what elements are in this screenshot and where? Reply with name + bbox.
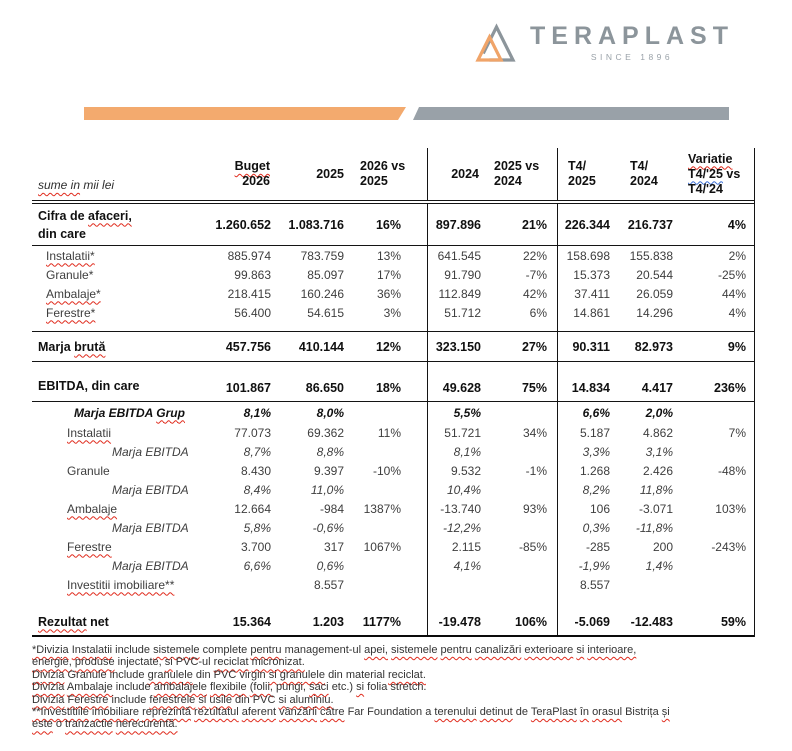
column-header-variatie: Variatie T4/'25 vs T4/'24 xyxy=(688,151,741,196)
row-spacer-2 xyxy=(32,594,754,608)
spacer-1-variatie xyxy=(676,322,754,331)
spacer-1-buget-2026 xyxy=(200,322,273,331)
marja-ebitda-instalatii-buget-2026: 8,7% xyxy=(243,444,271,459)
ambalaje-star-vs-2026-2025: 36% xyxy=(376,286,401,301)
row-rezultat-net xyxy=(32,608,754,637)
ferestre-y2024: 2.115 xyxy=(427,537,484,556)
marja-ebitda-ambalaje-variatie xyxy=(676,518,754,537)
marja-bruta-label: Marja brută xyxy=(38,339,106,354)
column-header-y2024: 2024 xyxy=(427,148,484,200)
granule-t4-2024: 2.426 xyxy=(642,463,673,478)
marja-ebitda-granule-y2024: 10,4% xyxy=(427,480,484,499)
marja-ebitda-grup-y2024: 5,5% xyxy=(427,402,484,423)
instalatii-star-variatie: 2% xyxy=(728,248,746,263)
row-spacer-1 xyxy=(32,322,754,332)
spacer-2-label xyxy=(32,594,200,608)
marja-bruta-vs-2025-2024: 27% xyxy=(521,339,547,354)
granule-label: Granule xyxy=(67,463,110,478)
row-ferestre-star xyxy=(32,303,754,322)
marja-ebitda-ferestre-buget-2026: 6,6% xyxy=(243,558,271,573)
ambalaje-star-t4-2025: 37.411 xyxy=(557,284,613,303)
marja-ebitda-instalatii-t4-2024: 3,1% xyxy=(645,444,673,459)
marja-bruta-buget-2026: 457.756 xyxy=(225,339,271,354)
ambalaje-label: Ambalaje xyxy=(67,501,118,516)
investitii-imobiliare-t4-2025: 8.557 xyxy=(557,575,613,594)
marja-ebitda-grup-label: Marja EBITDA Grup xyxy=(74,405,185,420)
investitii-imobiliare-vs-2025-2024 xyxy=(484,575,557,594)
ambalaje-vs-2026-2025: 1387% xyxy=(363,501,401,516)
ferestre-star-y2024: 51.712 xyxy=(427,303,484,322)
gray-decorative-bar xyxy=(413,107,729,120)
marja-ebitda-ferestre-t4-2025: -1,9% xyxy=(557,556,613,575)
cifra-de-afaceri-variatie: 4% xyxy=(727,217,746,232)
ambalaje-star-buget-2026: 218.415 xyxy=(227,286,271,301)
column-header-t4-2025: T4/ 2025 xyxy=(557,148,613,200)
spacer-1-label xyxy=(32,322,200,331)
footnote-line-7: este o tranzactie nerecurentă. xyxy=(32,718,178,731)
ferestre-star-t4-2025: 14.861 xyxy=(557,303,613,322)
cifra-de-afaceri-y2024: 897.896 xyxy=(427,204,484,245)
footnotes xyxy=(32,644,670,731)
rezultat-net-t4-2025: -5.069 xyxy=(557,608,613,635)
row-marja-bruta xyxy=(32,332,754,362)
marja-ebitda-ferestre-t4-2024: 1,4% xyxy=(645,558,673,573)
spacer-1-vs-2026-2025 xyxy=(346,322,427,331)
ferestre-star-t4-2024: 14.296 xyxy=(636,305,673,320)
marja-ebitda-granule-variatie xyxy=(676,480,754,499)
teraplast-logo xyxy=(474,22,734,66)
cifra-de-afaceri-label: Cifra de afaceri, din care xyxy=(38,208,132,241)
granule-star-t4-2025: 15.373 xyxy=(557,265,613,284)
ambalaje-variatie: 103% xyxy=(715,501,746,516)
marja-ebitda-ferestre-vs-2026-2025 xyxy=(346,556,427,575)
investitii-imobiliare-variatie xyxy=(676,575,754,594)
marja-ebitda-granule-y2025: 11,0% xyxy=(310,482,344,497)
row-ebitda xyxy=(32,362,754,402)
row-instalatii-star xyxy=(32,246,754,265)
ambalaje-star-vs-2025-2024: 42% xyxy=(522,286,547,301)
marja-bruta-y2024: 323.150 xyxy=(427,332,484,361)
investitii-imobiliare-y2024 xyxy=(427,575,484,594)
marja-ebitda-ferestre-y2025: 0,6% xyxy=(316,558,344,573)
rezultat-net-y2025: 1.203 xyxy=(312,614,344,629)
ferestre-t4-2024: 200 xyxy=(652,539,673,554)
marja-ebitda-grup-t4-2024: 2,0% xyxy=(645,405,673,420)
row-marja-ebitda-instalatii xyxy=(32,442,754,461)
ambalaje-y2024: -13.740 xyxy=(427,499,484,518)
footnote-line-1: *Divizia Instalatii include sistemele complete pentru management-ul apei, sistemele pentru canalizări exterioare si interioare, xyxy=(32,644,637,656)
marja-bruta-variatie: 9% xyxy=(727,339,746,354)
marja-ebitda-grup-buget-2026: 8,1% xyxy=(243,405,271,420)
ferestre-vs-2025-2024: -85% xyxy=(518,539,547,554)
instalatii-vs-2026-2025: 11% xyxy=(377,425,401,440)
row-granule-star xyxy=(32,265,754,284)
investitii-imobiliare-label: Investitii imobiliare** xyxy=(67,577,175,592)
logo-tagline: SINCE 1896 xyxy=(590,52,674,62)
financial-table xyxy=(32,148,755,637)
instalatii-star-label: Instalatii* xyxy=(46,248,95,263)
spacer-1-t4-2024 xyxy=(613,322,676,331)
marja-bruta-y2025: 410.144 xyxy=(298,339,344,354)
ebitda-y2024: 49.628 xyxy=(427,362,484,401)
ambalaje-star-y2025: 160.246 xyxy=(300,286,344,301)
ambalaje-buget-2026: 12.664 xyxy=(234,501,271,516)
marja-ebitda-granule-label: Marja EBITDA xyxy=(112,482,189,497)
instalatii-label: Instalatii xyxy=(67,425,112,440)
instalatii-star-vs-2025-2024: 22% xyxy=(522,248,547,263)
row-cifra-de-afaceri xyxy=(32,204,754,246)
ferestre-vs-2026-2025: 1067% xyxy=(363,539,401,554)
row-marja-ebitda-ferestre xyxy=(32,556,754,575)
instalatii-vs-2025-2024: 34% xyxy=(522,425,547,440)
rezultat-net-vs-2025-2024: 106% xyxy=(515,614,547,629)
granule-star-buget-2026: 99.863 xyxy=(234,267,271,282)
instalatii-y2025: 69.362 xyxy=(307,425,344,440)
instalatii-star-t4-2025: 158.698 xyxy=(557,246,613,265)
ferestre-buget-2026: 3.700 xyxy=(240,539,271,554)
instalatii-y2024: 51.721 xyxy=(427,423,484,442)
row-ambalaje-star xyxy=(32,284,754,303)
spacer-1-t4-2025 xyxy=(557,322,613,331)
ferestre-y2025: 317 xyxy=(323,539,344,554)
ferestre-variatie: -243% xyxy=(711,539,746,554)
spacer-2-variatie xyxy=(676,594,754,608)
column-header-vs-2025-2024: 2025 vs 2024 xyxy=(494,159,540,188)
marja-ebitda-granule-t4-2025: 8,2% xyxy=(557,480,613,499)
rezultat-net-buget-2026: 15.364 xyxy=(232,614,271,629)
logo-brand-text: TERAPLAST xyxy=(530,22,734,50)
spacer-2-t4-2025 xyxy=(557,594,613,608)
row-marja-ebitda-ambalaje xyxy=(32,518,754,537)
orange-decorative-bar xyxy=(84,107,406,120)
ferestre-label: Ferestre xyxy=(67,539,112,554)
footnote-line-6: **Investitiile imobiliare reprezintă rezultatul aferent vânzării către Far Foundation a terenului detinut de TeraPlast în orasul Bistrița și xyxy=(32,706,670,719)
spacer-2-vs-2026-2025 xyxy=(346,594,427,608)
row-ambalaje xyxy=(32,499,754,518)
footnote-line-2: energie, produse injectate, si PVC-ul reciclat micronizat. xyxy=(32,656,305,669)
granule-variatie: -48% xyxy=(717,463,746,478)
marja-ebitda-ambalaje-t4-2025: 0,3% xyxy=(557,518,613,537)
rezultat-net-variatie: 59% xyxy=(720,614,746,629)
granule-t4-2025: 1.268 xyxy=(557,461,613,480)
instalatii-star-vs-2026-2025: 13% xyxy=(376,248,401,263)
spacer-2-vs-2025-2024 xyxy=(484,594,557,608)
spacer-2-t4-2024 xyxy=(613,594,676,608)
instalatii-star-buget-2026: 885.974 xyxy=(227,248,271,263)
marja-ebitda-ambalaje-label: Marja EBITDA xyxy=(112,520,189,535)
marja-ebitda-ambalaje-t4-2024: -11,8% xyxy=(635,520,673,535)
spacer-1-vs-2025-2024 xyxy=(484,322,557,331)
ambalaje-star-y2024: 112.849 xyxy=(427,284,484,303)
rezultat-net-y2024: -19.478 xyxy=(427,608,484,635)
row-investitii-imobiliare xyxy=(32,575,754,594)
row-granule xyxy=(32,461,754,480)
column-header-vs-2026-2025: 2026 vs 2025 xyxy=(360,159,406,188)
ebitda-y2025: 86.650 xyxy=(305,381,344,395)
logo-triangle-icon xyxy=(474,22,521,66)
marja-ebitda-ambalaje-y2025: -0,6% xyxy=(312,520,344,535)
ambalaje-t4-2024: -3.071 xyxy=(638,501,673,516)
marja-ebitda-granule-vs-2026-2025 xyxy=(346,480,427,499)
marja-ebitda-granule-vs-2025-2024 xyxy=(484,480,557,499)
instalatii-buget-2026: 77.073 xyxy=(234,425,271,440)
instalatii-star-y2025: 783.759 xyxy=(300,248,344,263)
granule-star-variatie: -25% xyxy=(717,267,746,282)
row-marja-ebitda-grup xyxy=(32,402,754,423)
investitii-imobiliare-t4-2024 xyxy=(613,575,676,594)
spacer-2-y2024 xyxy=(427,594,484,608)
marja-ebitda-instalatii-t4-2025: 3,3% xyxy=(557,442,613,461)
instalatii-variatie: 7% xyxy=(728,425,746,440)
investitii-imobiliare-y2025: 8.557 xyxy=(313,577,344,592)
cifra-de-afaceri-t4-2025: 226.344 xyxy=(557,204,613,245)
cifra-de-afaceri-t4-2024: 216.737 xyxy=(627,217,673,232)
ferestre-star-vs-2025-2024: 6% xyxy=(529,305,547,320)
granule-star-vs-2025-2024: -7% xyxy=(525,267,547,282)
ferestre-star-variatie: 4% xyxy=(728,305,746,320)
spacer-2-buget-2026 xyxy=(200,594,273,608)
unit-label: sume in mii lei xyxy=(38,178,115,192)
rezultat-net-vs-2026-2025: 1177% xyxy=(362,614,401,629)
row-instalatii xyxy=(32,423,754,442)
ferestre-t4-2025: -285 xyxy=(557,537,613,556)
granule-vs-2025-2024: -1% xyxy=(525,463,547,478)
logo-text xyxy=(530,22,734,62)
spacer-1-y2025 xyxy=(273,322,346,331)
column-header-buget-2026: Buget 2026 xyxy=(234,159,270,188)
instalatii-star-t4-2024: 155.838 xyxy=(629,248,673,263)
row-marja-ebitda-granule xyxy=(32,480,754,499)
marja-ebitda-grup-vs-2025-2024 xyxy=(484,402,557,423)
marja-ebitda-instalatii-vs-2026-2025 xyxy=(346,442,427,461)
ebitda-label: EBITDA, din care xyxy=(38,379,140,393)
marja-ebitda-ferestre-label: Marja EBITDA xyxy=(112,558,189,573)
marja-ebitda-ambalaje-vs-2026-2025 xyxy=(346,518,427,537)
ambalaje-y2025: -984 xyxy=(319,501,344,516)
marja-bruta-t4-2024: 82.973 xyxy=(634,339,673,354)
ferestre-star-buget-2026: 56.400 xyxy=(234,305,271,320)
marja-ebitda-grup-y2025: 8,0% xyxy=(316,405,344,420)
marja-ebitda-instalatii-label: Marja EBITDA xyxy=(112,444,189,459)
cifra-de-afaceri-y2025: 1.083.716 xyxy=(288,217,344,232)
marja-ebitda-grup-vs-2026-2025 xyxy=(346,402,427,423)
marja-ebitda-ferestre-y2024: 4,1% xyxy=(427,556,484,575)
marja-bruta-vs-2026-2025: 12% xyxy=(375,339,401,354)
marja-ebitda-ambalaje-buget-2026: 5,8% xyxy=(243,520,271,535)
granule-star-vs-2026-2025: 17% xyxy=(376,267,401,282)
granule-star-y2025: 85.097 xyxy=(307,267,344,282)
rezultat-net-t4-2024: -12.483 xyxy=(630,614,673,629)
granule-star-t4-2024: 20.544 xyxy=(636,267,673,282)
marja-ebitda-instalatii-y2024: 8,1% xyxy=(427,442,484,461)
rezultat-net-label: Rezultat net xyxy=(38,614,109,629)
ferestre-star-y2025: 54.615 xyxy=(307,305,344,320)
ebitda-vs-2026-2025: 18% xyxy=(375,381,401,395)
granule-vs-2026-2025: -10% xyxy=(372,463,401,478)
marja-ebitda-instalatii-y2025: 8,8% xyxy=(316,444,344,459)
ambalaje-star-t4-2024: 26.059 xyxy=(636,286,673,301)
footnote-line-3: Divizia Granule include granulele din PVC virgin si granulele din material reciclat. xyxy=(32,668,426,681)
investitii-imobiliare-buget-2026 xyxy=(200,575,273,594)
granule-y2025: 9.397 xyxy=(313,463,344,478)
granule-buget-2026: 8.430 xyxy=(240,463,271,478)
ebitda-variatie: 236% xyxy=(714,381,746,395)
ambalaje-star-variatie: 44% xyxy=(721,286,746,301)
granule-star-label: Granule* xyxy=(46,267,94,282)
footnote-line-4: Divizia Ambalaje include ambalajele flexibile (folii, pungi, saci etc.) si folia stretch. xyxy=(32,681,427,694)
marja-bruta-t4-2025: 90.311 xyxy=(557,332,613,361)
marja-ebitda-grup-variatie xyxy=(676,402,754,423)
marja-ebitda-grup-t4-2025: 6,6% xyxy=(557,402,613,423)
ebitda-t4-2024: 4.417 xyxy=(641,381,673,395)
ambalaje-vs-2025-2024: 93% xyxy=(522,501,547,516)
granule-star-y2024: 91.790 xyxy=(427,265,484,284)
spacer-2-y2025 xyxy=(273,594,346,608)
investitii-imobiliare-vs-2026-2025 xyxy=(346,575,427,594)
cifra-de-afaceri-buget-2026: 1.260.652 xyxy=(215,217,271,232)
marja-ebitda-granule-t4-2024: 11,8% xyxy=(639,482,673,497)
cifra-de-afaceri-vs-2025-2024: 21% xyxy=(521,217,547,232)
column-header-y2025: 2025 xyxy=(316,166,344,181)
granule-y2024: 9.532 xyxy=(427,461,484,480)
marja-ebitda-ambalaje-y2024: -12,2% xyxy=(427,518,484,537)
column-header-t4-2024: T4/ 2024 xyxy=(630,159,658,188)
ebitda-t4-2025: 14.834 xyxy=(557,362,613,401)
footnote-line-5: Divizia Ferestre include ferestrele si usile din PVC si aluminiu. xyxy=(32,693,334,706)
row-ferestre xyxy=(32,537,754,556)
table-header-row xyxy=(32,148,754,204)
marja-ebitda-instalatii-variatie xyxy=(676,442,754,461)
cifra-de-afaceri-vs-2026-2025: 16% xyxy=(375,217,401,232)
spacer-1-y2024 xyxy=(427,322,484,331)
marja-ebitda-ferestre-vs-2025-2024 xyxy=(484,556,557,575)
instalatii-t4-2025: 5.187 xyxy=(557,423,613,442)
ambalaje-star-label: Ambalaje* xyxy=(46,286,101,301)
ebitda-buget-2026: 101.867 xyxy=(225,381,271,395)
ambalaje-t4-2025: 106 xyxy=(557,499,613,518)
instalatii-star-y2024: 641.545 xyxy=(427,246,484,265)
marja-ebitda-instalatii-vs-2025-2024 xyxy=(484,442,557,461)
ferestre-star-vs-2026-2025: 3% xyxy=(383,305,401,320)
ferestre-star-label: Ferestre* xyxy=(46,305,96,320)
marja-ebitda-granule-buget-2026: 8,4% xyxy=(243,482,271,497)
marja-ebitda-ambalaje-vs-2025-2024 xyxy=(484,518,557,537)
instalatii-t4-2024: 4.862 xyxy=(642,425,673,440)
ebitda-vs-2025-2024: 75% xyxy=(521,381,547,395)
marja-ebitda-ferestre-variatie xyxy=(676,556,754,575)
